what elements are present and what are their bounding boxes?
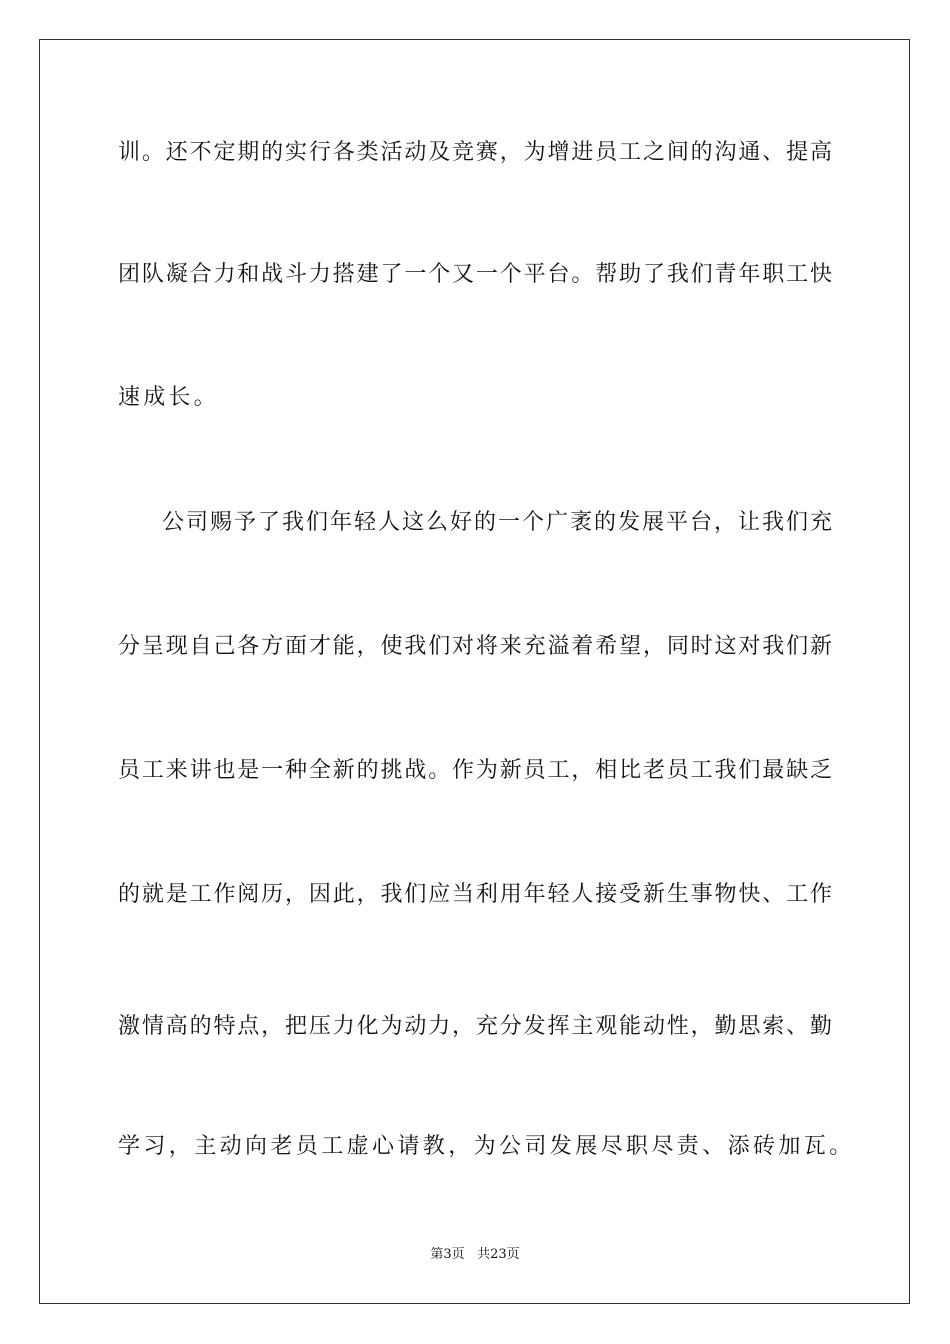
- paragraph-line-4: 公司赐予了我们年轻人这么好的一个广袤的发展平台，让我们充: [162, 510, 832, 535]
- page-total: 共23页: [477, 1247, 520, 1262]
- paragraph-line-6: 员工来讲也是一种全新的挑战。作为新员工，相比老员工我们最缺乏: [118, 758, 832, 783]
- page-number: 第3页: [430, 1247, 465, 1262]
- paragraph-line-8: 激情高的特点，把压力化为动力，充分发挥主观能动性，勤思索、勤: [118, 1014, 832, 1039]
- paragraph-line-5: 分呈现自己各方面才能，使我们对将来充溢着希望，同时这对我们新: [118, 634, 832, 659]
- paragraph-line-1: 训。还不定期的实行各类活动及竞赛，为增进员工之间的沟通、提高: [118, 140, 832, 165]
- page-border: [39, 39, 910, 1304]
- paragraph-line-3: 速成长。: [118, 385, 219, 410]
- page-footer: [0, 1246, 950, 1264]
- paragraph-line-2: 团队凝合力和战斗力搭建了一个又一个平台。帮助了我们青年职工快: [118, 262, 832, 287]
- paragraph-line-9: 学习，主动向老员工虚心请教，为公司发展尽职尽责、添砖加瓦。: [118, 1134, 855, 1159]
- paragraph-line-7: 的就是工作阅历，因此，我们应当利用年轻人接受新生事物快、工作: [118, 882, 832, 907]
